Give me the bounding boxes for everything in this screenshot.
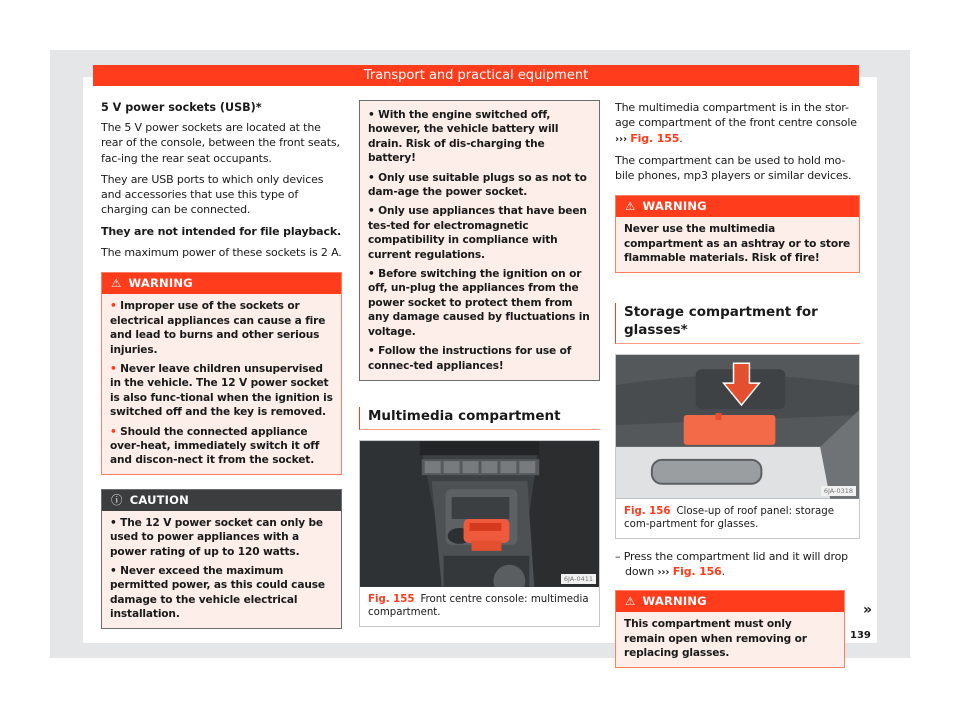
- warning-box: [615, 195, 860, 272]
- bullet-icon: •: [368, 205, 379, 218]
- warning-label: WARNING: [128, 276, 193, 291]
- warning-header: [616, 591, 844, 612]
- figure-label: Fig. 155: [368, 593, 415, 605]
- warning-text: This compartment must only remain open when removing or replacing glasses.: [624, 618, 807, 660]
- caution-body: [102, 511, 341, 628]
- bullet-icon: •: [368, 109, 379, 121]
- figure-label: Fig. 156: [624, 505, 671, 517]
- warning-box: [615, 590, 845, 667]
- warning-triangle-icon: ⚠: [625, 199, 636, 214]
- caution-continued-box: [359, 100, 600, 381]
- glasses-section-title: Storage compartment for glasses*: [615, 303, 860, 344]
- column-2: [359, 100, 600, 627]
- bullet-icon: •: [368, 345, 379, 358]
- roof-panel-image: [616, 355, 859, 499]
- caution-item: • With the engine switched off, however, the vehicle battery will drain. Risk of dis-charging the battery!: [368, 109, 559, 165]
- warning-label: WARNING: [642, 199, 707, 214]
- warning-text: Never use the multimedia compartment as an ashtray or to store flammable materials. Risk of fire!: [624, 223, 851, 265]
- caution-header: [102, 490, 341, 511]
- cross-ref-arrows: ›››: [657, 567, 670, 578]
- roof-panel-illustration: [616, 355, 859, 499]
- warning-body: [102, 294, 341, 473]
- bullet-icon: •: [110, 425, 121, 438]
- step-dash: –: [615, 549, 621, 563]
- bullet-icon: •: [110, 565, 121, 578]
- paragraph: The compartment can be used to hold mo-bile phones, mp3 players or similar devices.: [615, 153, 852, 183]
- caution-item: • The 12 V power socket can only be used to power appliances with a power rating of up to 120 watts.: [110, 516, 323, 558]
- caution-box: [101, 489, 342, 629]
- caution-item: • Never exceed the maximum permitted power, as this could cause damage to the vehicle electrical installation.: [110, 565, 325, 621]
- warning-triangle-icon: ⚠: [111, 276, 122, 291]
- bullet-icon: •: [110, 363, 121, 375]
- console-illustration: [360, 441, 599, 587]
- warning-item: • Improper use of the sockets or electrical appliances can cause a fire and lead to burns and other serious injuries.: [110, 300, 326, 356]
- bullet-icon: •: [110, 516, 121, 529]
- continued-icon: »: [863, 602, 873, 618]
- figure-155: [359, 440, 600, 627]
- cross-ref-arrows: ›››: [615, 133, 627, 145]
- warning-item: • Never leave children unsupervised in the vehicle. The 12 V power socket is also func-tional when the ignition is switched off and the key is removed.: [110, 363, 333, 419]
- paragraph: The 5 V power sockets are located at the rear of the console, between the front seats, fac-ing the rear seat occupants.: [101, 121, 340, 165]
- info-circle-icon: ⓘ: [111, 492, 123, 507]
- instruction-step: – Press the compartment lid and it will drop down ››› Fig. 156.: [615, 549, 849, 578]
- warning-label: WARNING: [642, 594, 707, 609]
- figure-156: [615, 354, 860, 539]
- figure-caption: Fig. 155 Front centre console: multimedia compartment.: [360, 587, 599, 626]
- column-1: [101, 100, 342, 643]
- fig-156-link[interactable]: Fig. 156: [672, 565, 722, 578]
- figure-code: 6JA-0411: [561, 574, 596, 584]
- multimedia-section-title: Multimedia compartment: [359, 407, 600, 430]
- warning-item: • Should the connected appliance over-heat, immediately switch it off and discon-nect it from the socket.: [110, 425, 320, 467]
- page-number: 139: [850, 630, 871, 641]
- bullet-icon: •: [368, 268, 379, 281]
- column-3: [615, 100, 860, 682]
- caution-item: • Follow the instructions for use of connec-ted appliances!: [368, 345, 572, 372]
- center-console-image: [360, 441, 599, 587]
- caution-continued-body: [360, 101, 599, 380]
- fig-155-link[interactable]: Fig. 155: [630, 131, 680, 145]
- usb-sockets-heading: 5 V power sockets (USB)*: [101, 101, 262, 114]
- warning-box: [101, 272, 342, 474]
- caution-item: • Before switching the ignition on or off, un-plug the appliances from the power socket to protect them from any damage caused by fluctuations in voltage.: [368, 268, 590, 338]
- figure-caption: Fig. 156 Close-up of roof panel: storage com-partment for glasses.: [616, 499, 859, 538]
- warning-header: [616, 196, 859, 217]
- paragraph: The multimedia compartment is in the stor-age compartment of the front centre console ››› Fig. 155.: [615, 101, 857, 145]
- warning-header: [102, 273, 341, 294]
- paragraph: The maximum power of these sockets is 2 A.: [101, 246, 342, 260]
- warning-body: [616, 217, 859, 271]
- bullet-icon: •: [110, 300, 121, 313]
- figure-code: 6JA-0318: [821, 486, 856, 496]
- chapter-header: Transport and practical equipment: [93, 65, 859, 86]
- caution-item: • Only use appliances that have been tes-ted for electromagnetic compatibility in compliance with current regulations.: [368, 205, 587, 261]
- paragraph: They are USB ports to which only devices and accessories that use this type of charging can be connected.: [101, 172, 324, 217]
- warning-body: [616, 612, 844, 666]
- bold-paragraph: They are not intended for file playback.: [101, 224, 342, 238]
- warning-triangle-icon: ⚠: [625, 594, 636, 609]
- caution-label: CAUTION: [129, 492, 189, 507]
- bullet-icon: •: [368, 171, 379, 184]
- caution-item: • Only use suitable plugs so as not to dam-age the power socket.: [368, 171, 587, 199]
